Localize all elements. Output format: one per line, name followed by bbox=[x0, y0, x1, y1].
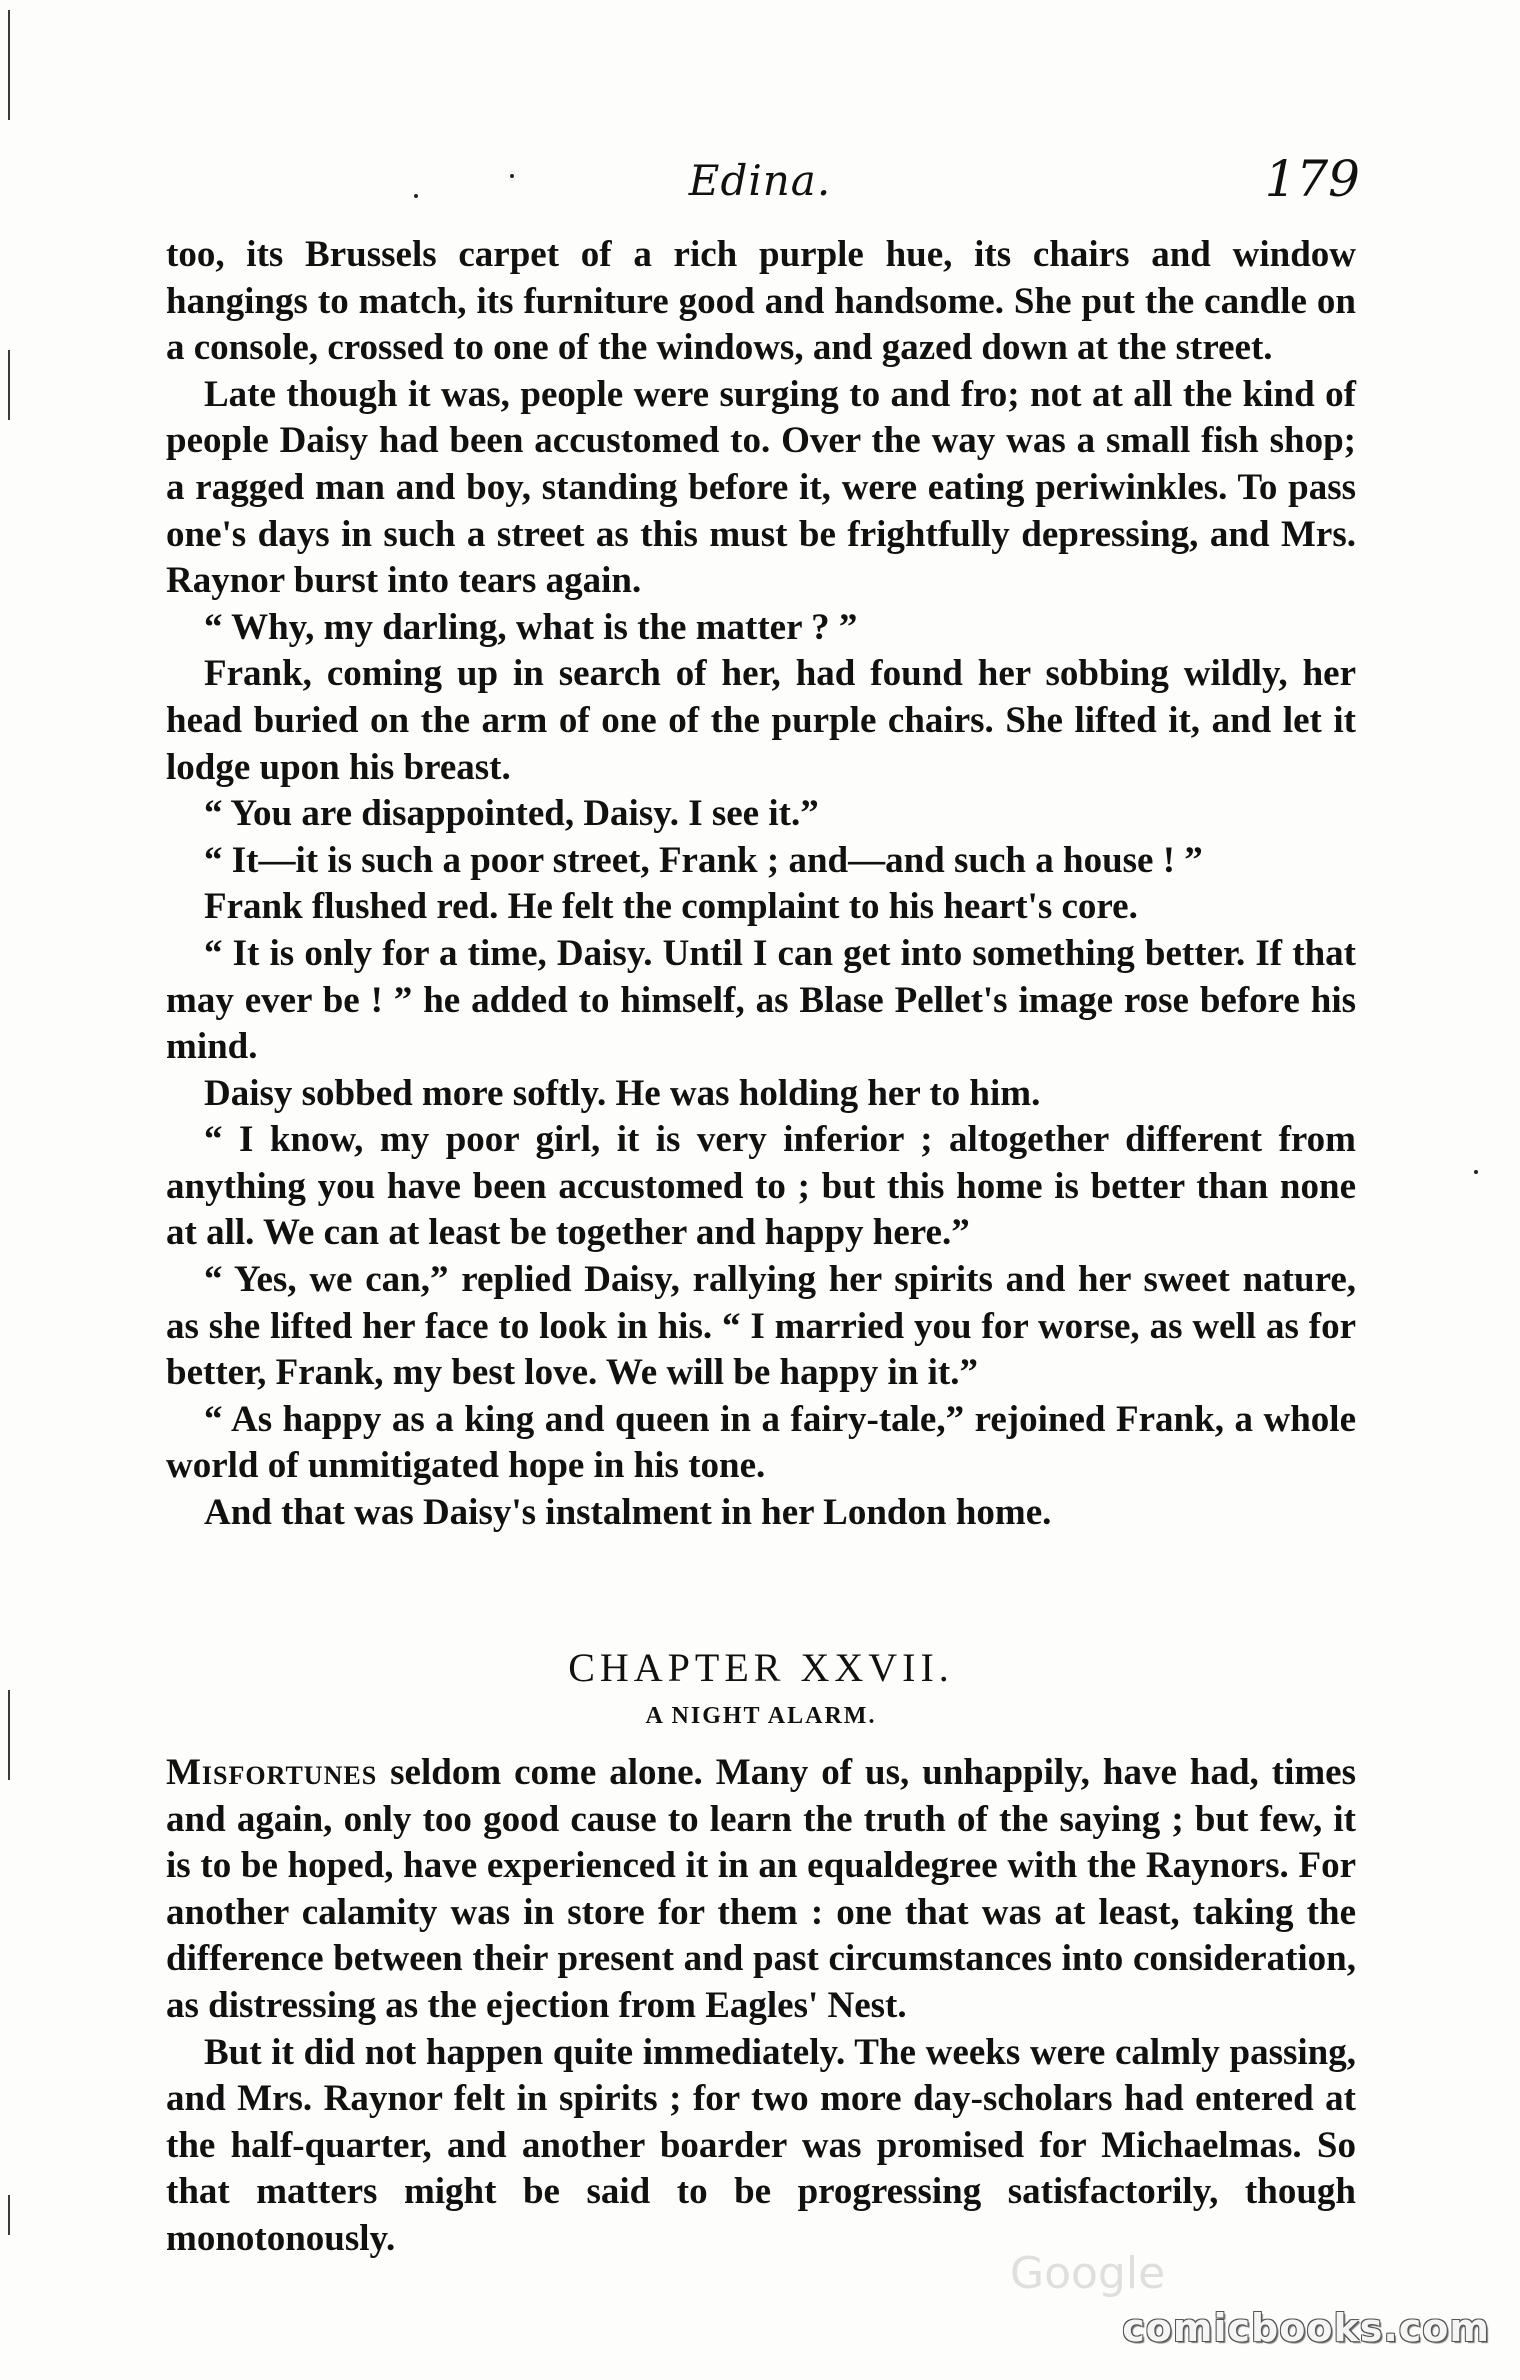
page-edge-mark bbox=[8, 1690, 10, 1780]
paragraph-text: seldom come alone. Many of us, unhappily, have had, times and again, only too good cause to learn the truth of the saying ; but few, it is to be hoped, have experienced it in an equaldegree with the Raynors. For another calamity was in store for them : one that was at least, taking the difference between their present and past circumstances into consideration, as distressing as the ejection from Eagles' Nest. bbox=[166, 1752, 1356, 2026]
paragraph: Frank, coming up in search of her, had found her sobbing wildly, her head buried on the arm of one of the purple chairs. She lifted it, and let it lodge upon his breast. bbox=[166, 653, 1356, 788]
paragraph: Frank flushed red. He felt the complaint to his heart's core. bbox=[204, 886, 1138, 928]
paragraph: “ Yes, we can,” replied Daisy, rallying her spirits and her sweet nature, as she lifted her face to look in his. “ I married you for worse, as well as for better, Frank, my best love. We will be happy in it.” bbox=[166, 1259, 1356, 1394]
chapter-header bbox=[166, 1640, 1356, 1736]
body-text-bottom bbox=[166, 1750, 1356, 2263]
body-text-top bbox=[166, 232, 1356, 1537]
page-edge-mark bbox=[8, 10, 10, 120]
site-watermark: comicbooks.com bbox=[1122, 2306, 1490, 2350]
paragraph: too, its Brussels carpet of a rich purple hue, its chairs and window hangings to match, its furniture good and handsome. She put the candle on a console, crossed to one of the windows, and gazed down at the street. bbox=[166, 234, 1356, 369]
page-number: 179 bbox=[1264, 150, 1360, 208]
paragraph: “ You are disappointed, Daisy. I see it.” bbox=[204, 793, 819, 835]
paragraph: “ As happy as a king and queen in a fairy-tale,” rejoined Frank, a whole world of unmitigated hope in his tone. bbox=[166, 1398, 1356, 1487]
paragraph: And that was Daisy's instalment in her London home. bbox=[204, 1492, 1052, 1534]
running-head bbox=[160, 150, 1360, 220]
paragraph: “ It is only for a time, Daisy. Until I can get into something better. If that may ever be ! ” he added to himself, as Blase Pellet's image rose before his mind. bbox=[166, 932, 1356, 1068]
paragraph: Late though it was, people were surging to and fro; not at all the kind of people Daisy had been accustomed to. Over the way was a small fish shop; a ragged man and boy, standing before it, were eating periwinkles. To pass one's days in such a street as this must be frightfully depressing, and Mrs. Raynor burst into tears again. bbox=[166, 373, 1356, 602]
paragraph bbox=[166, 1750, 1356, 2030]
google-digitization-mark: Google bbox=[1010, 2248, 1166, 2299]
paragraph: “ I know, my poor girl, it is very inferior ; altogether different from anything you have been accustomed to ; but this home is better than none at all. We can at least be together and happy here.” bbox=[166, 1119, 1356, 1254]
speck-mark bbox=[1474, 1170, 1478, 1174]
paragraph: “ It—it is such a poor street, Frank ; and—and such a house ! ” bbox=[204, 839, 1203, 881]
paragraph: But it did not happen quite immediately. The weeks were calmly passing, and Mrs. Raynor felt in spirits ; for two more day-scholars had entered at the half-quarter, and another boarder was promised for Michaelmas. So that matters might be said to be progressing satisfactorily, though monotonously. bbox=[166, 2031, 1356, 2259]
opening-word: Misfortunes bbox=[166, 1752, 378, 1793]
paragraph: Daisy sobbed more softly. He was holding her to him. bbox=[204, 1072, 1041, 1114]
chapter-subtitle: A NIGHT ALARM. bbox=[645, 1703, 877, 1729]
paragraph: “ Why, my darling, what is the matter ? ” bbox=[204, 606, 858, 648]
page-edge-mark bbox=[8, 350, 10, 420]
running-title: Edina. bbox=[688, 156, 832, 205]
chapter-heading: CHAPTER XXVII. bbox=[568, 1645, 954, 1690]
page-edge-mark bbox=[8, 2195, 10, 2235]
